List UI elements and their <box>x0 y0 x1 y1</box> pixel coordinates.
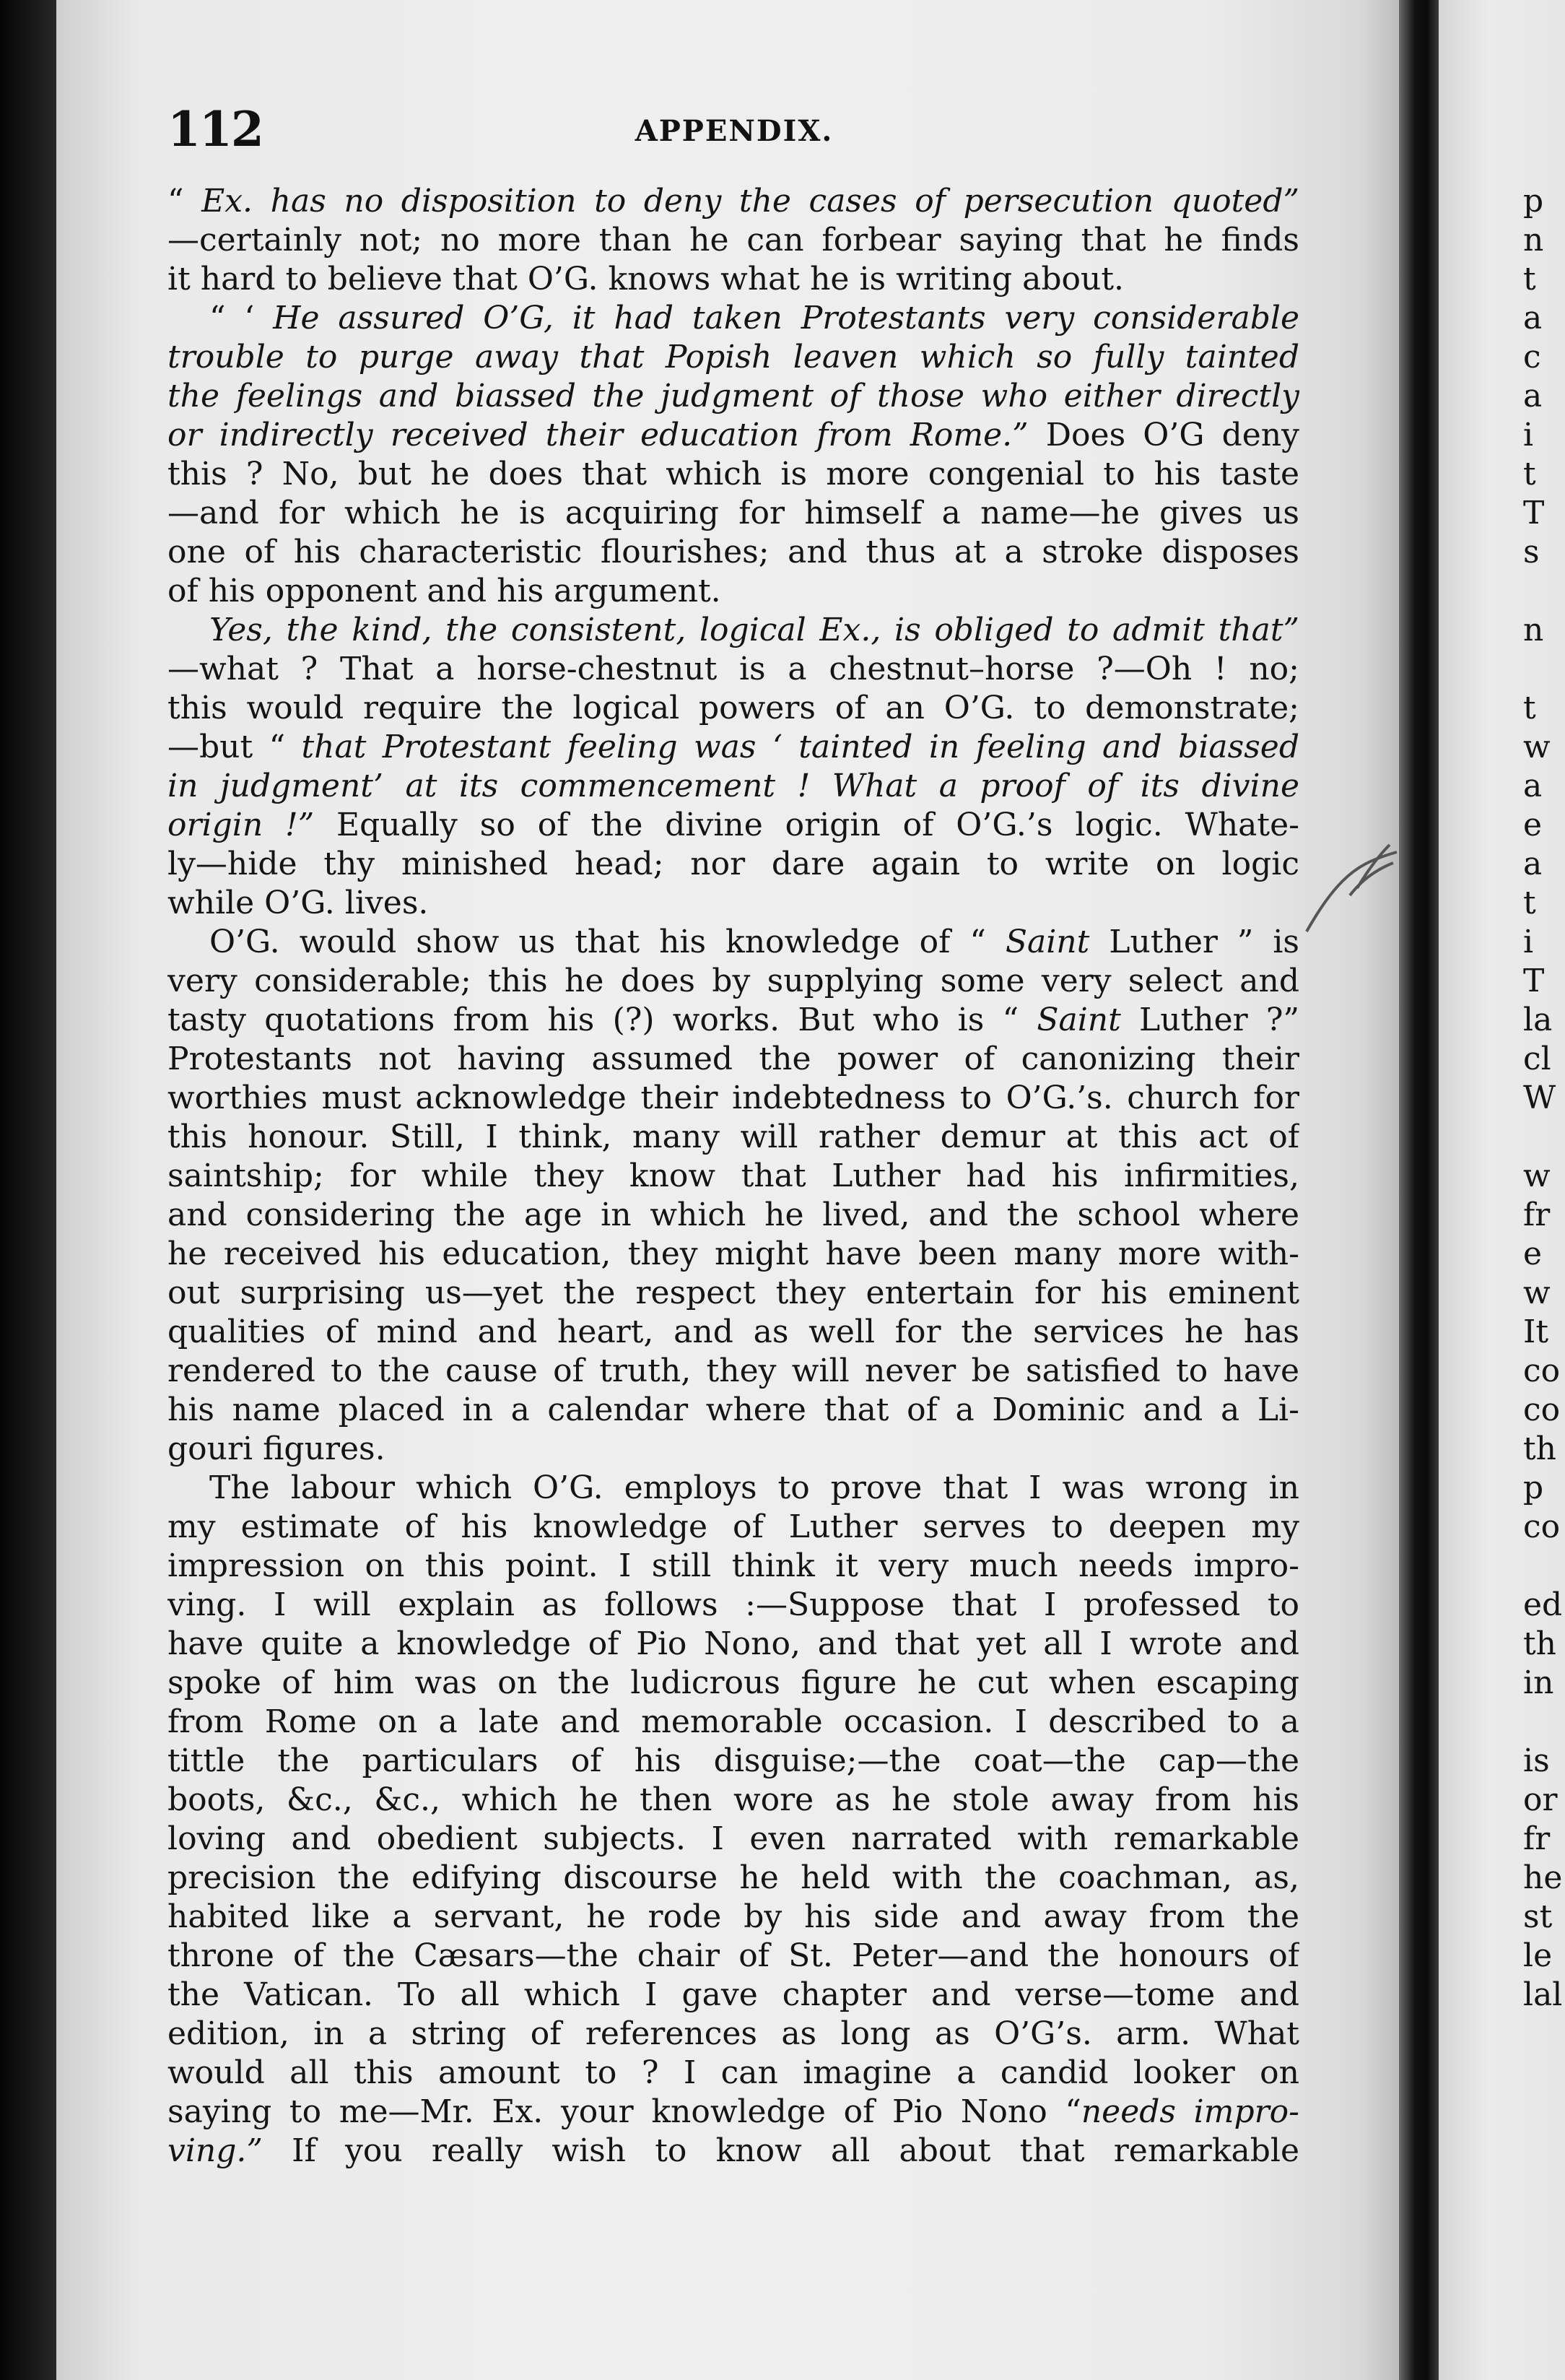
facing-page-fragment: cl <box>1523 1041 1551 1077</box>
facing-page-fragment: w <box>1523 729 1551 765</box>
text-line: “ Ex. has no disposition to deny the cases of persecution quoted” <box>167 183 1299 220</box>
facing-page-fragment: ed <box>1523 1586 1563 1623</box>
text-line: my estimate of his knowledge of Luther serves to deepen my <box>167 1508 1299 1545</box>
text-line: it hard to believe that O’G. knows what he is writing about. <box>167 261 1124 298</box>
text-line: ly—hide thy minished head; nor dare again to write on logic <box>167 846 1299 882</box>
text-line: out surprising us—yet the respect they entertain for his eminent <box>167 1274 1299 1311</box>
facing-page-fragment: co <box>1523 1352 1561 1389</box>
text-line: origin !” Equally so of the divine origin of O’G.’s logic. Whate- <box>167 807 1299 843</box>
facing-page-fragment: p <box>1523 183 1544 220</box>
facing-page-fragment <box>1523 1547 1565 1586</box>
text-line: throne of the Cæsars—the chair of St. Peter—and the honours of <box>167 1937 1299 1974</box>
facing-page-fragment <box>1523 650 1565 689</box>
text-line: qualities of mind and heart, and as well for the services he has <box>167 1313 1299 1350</box>
facing-page-fragment: W <box>1523 1080 1556 1116</box>
facing-page-fragment: t <box>1523 690 1536 726</box>
text-line: spoke of him was on the ludicrous figure he cut when escaping <box>167 1664 1299 1701</box>
facing-page-fragment <box>1523 572 1565 611</box>
facing-page-fragment: s <box>1523 534 1540 570</box>
facing-page-fragment: la <box>1523 1002 1553 1038</box>
facing-page-fragment <box>1523 1703 1565 1742</box>
text-line: —certainly not; no more than he can forbear saying that he finds <box>167 222 1299 259</box>
facing-page-fragment: st <box>1523 1898 1553 1935</box>
facing-page-fragment: c <box>1523 339 1541 375</box>
facing-page-fragment: t <box>1523 456 1536 492</box>
text-line: tittle the particulars of his disguise;—the coat—the cap—the <box>167 1742 1299 1779</box>
facing-page-fragment <box>1523 1118 1565 1157</box>
facing-page-fragment: or <box>1523 1781 1558 1818</box>
facing-page-fragment: fr <box>1523 1820 1551 1857</box>
text-line: his name placed in a calendar where that of a Dominic and a Li- <box>167 1391 1299 1428</box>
facing-page-fragment: a <box>1523 846 1543 882</box>
text-line: edition, in a string of references as long as O’G’s. arm. What <box>167 2015 1299 2052</box>
text-line: Protestants not having assumed the power of canonizing their <box>167 1041 1299 1077</box>
text-line: “ ‘ He assured O’G, it had taken Protestants very considerable <box>209 300 1299 336</box>
text-line: —what ? That a horse-chestnut is a chestnut–horse ?—Oh ! no; <box>167 651 1299 687</box>
text-line: and considering the age in which he lived, and the school where <box>167 1196 1299 1233</box>
text-line: of his opponent and his argument. <box>167 573 721 609</box>
text-line: the Vatican. To all which I gave chapter and verse—tome and <box>167 1976 1299 2013</box>
facing-page-fragment: w <box>1523 1158 1551 1194</box>
facing-page-fragment: co <box>1523 1391 1561 1428</box>
facing-page-fragment: t <box>1523 261 1536 298</box>
page-header <box>167 101 1301 159</box>
facing-page-fragment: i <box>1523 417 1534 453</box>
text-line: or indirectly received their education from Rome.” Does O’G deny <box>167 417 1299 453</box>
text-line: saying to me—Mr. Ex. your knowledge of Pio Nono “needs impro- <box>167 2093 1299 2130</box>
facing-page-fragment: T <box>1523 495 1545 531</box>
facing-page-fragment: th <box>1523 1430 1557 1467</box>
text-line: have quite a knowledge of Pio Nono, and that yet all I wrote and <box>167 1625 1299 1662</box>
text-line: —but “ that Protestant feeling was ‘ tainted in feeling and biassed <box>167 729 1299 765</box>
text-line: this would require the logical powers of an O’G. to demonstrate; <box>167 690 1299 726</box>
text-line: The labour which O’G. employs to prove that I was wrong in <box>209 1469 1299 1506</box>
text-line: tasty quotations from his (?) works. But who is “ Saint Luther ?” <box>167 1002 1299 1038</box>
body-text <box>167 182 1299 2171</box>
text-line: while O’G. lives. <box>167 885 429 921</box>
text-line: this honour. Still, I think, many will rather demur at this act of <box>167 1119 1299 1155</box>
text-line: O’G. would show us that his knowledge of “ Saint Luther ” is <box>209 924 1299 960</box>
page-number: 112 <box>167 101 263 157</box>
facing-page-fragment: co <box>1523 1508 1561 1545</box>
text-line: trouble to purge away that Popish leaven which so fully tainted <box>167 339 1299 375</box>
facing-page-fragment: T <box>1523 963 1545 999</box>
text-line: impression on this point. I still think it very much needs impro- <box>167 1547 1299 1584</box>
text-line: rendered to the cause of truth, they will never be satisfied to have <box>167 1352 1299 1389</box>
facing-page-fragment: p <box>1523 1469 1544 1506</box>
text-line: the feelings and biassed the judgment of those who either directly <box>167 378 1299 414</box>
text-line: precision the edifying discourse he held with the coachman, as, <box>167 1859 1299 1896</box>
text-line: habited like a servant, he rode by his side and away from the <box>167 1898 1299 1935</box>
facing-page-fragment: th <box>1523 1625 1557 1662</box>
text-line: one of his characteristic flourishes; and thus at a stroke disposes <box>167 534 1299 570</box>
text-line: very considerable; this he does by supplying some very select and <box>167 963 1299 999</box>
page-gutter <box>1399 0 1439 2380</box>
text-line: Yes, the kind, the consistent, logical Ex., is obliged to admit that” <box>209 612 1299 648</box>
text-line: would all this amount to ? I can imagine a candid looker on <box>167 2054 1299 2091</box>
facing-page-fragment: he <box>1523 1859 1563 1896</box>
facing-page-fragment: in <box>1523 1664 1554 1701</box>
text-line: in judgment’ at its commencement ! What a proof of its divine <box>167 768 1299 804</box>
text-line: saintship; for while they know that Luther had his infirmities, <box>167 1158 1299 1194</box>
facing-page-fragment: a <box>1523 300 1543 336</box>
facing-page-fragment: e <box>1523 807 1543 843</box>
text-line: this ? No, but he does that which is more congenial to his taste <box>167 456 1299 492</box>
facing-page-fragment: n <box>1523 222 1544 259</box>
facing-page-fragment: w <box>1523 1274 1551 1311</box>
text-line: gouri figures. <box>167 1430 385 1467</box>
facing-page-fragment: is <box>1523 1742 1550 1779</box>
text-line: he received his education, they might have been many more with- <box>167 1235 1299 1272</box>
facing-page-fragment: fr <box>1523 1196 1551 1233</box>
facing-page-fragment: i <box>1523 924 1534 960</box>
text-line: worthies must acknowledge their indebtedness to O’G.’s. church for <box>167 1080 1299 1116</box>
text-line: boots, &c., &c., which he then wore as he stole away from his <box>167 1781 1299 1818</box>
facing-page-text-fragments <box>1523 182 1565 2015</box>
facing-page-fragment: n <box>1523 612 1544 648</box>
text-line: from Rome on a late and memorable occasion. I described to a <box>167 1703 1299 1740</box>
book-binding-shadow <box>0 0 58 2380</box>
facing-page-fragment: lal <box>1523 1976 1563 2013</box>
facing-page-fragment: a <box>1523 378 1543 414</box>
facing-page-fragment: e <box>1523 1235 1543 1272</box>
facing-page-fragment: le <box>1523 1937 1553 1974</box>
facing-page-fragment: a <box>1523 768 1543 804</box>
text-line: ving.” If you really wish to know all about that remarkable <box>167 2132 1299 2169</box>
running-head: APPENDIX. <box>635 114 834 148</box>
loose-thread-mark <box>1270 838 1400 953</box>
text-line: loving and obedient subjects. I even narrated with remarkable <box>167 1820 1299 1857</box>
text-line: ving. I will explain as follows :—Suppose that I professed to <box>167 1586 1299 1623</box>
facing-page-fragment: t <box>1523 885 1536 921</box>
facing-page-fragment: It <box>1523 1313 1549 1350</box>
text-line: —and for which he is acquiring for himself a name—he gives us <box>167 495 1299 531</box>
